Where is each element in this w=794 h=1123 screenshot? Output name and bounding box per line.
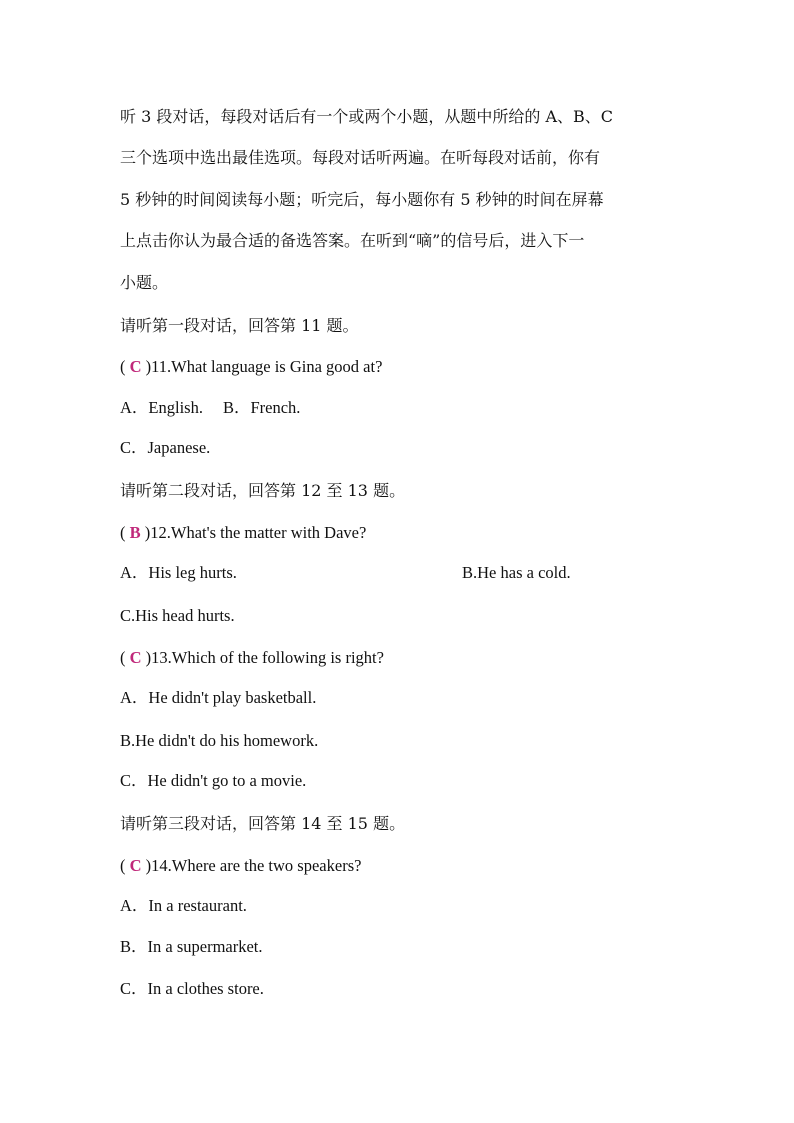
question-13-option-c: C．He didn't go to a movie. <box>120 771 307 790</box>
option-a: A．English. <box>120 398 203 417</box>
question-12-option-c: C.His head hurts. <box>120 606 235 625</box>
question-11-options-row-1 <box>120 397 300 419</box>
answer-mark: B <box>129 523 141 542</box>
section-1-prompt: 请听第一段对话，回答第 11 题。 <box>120 316 359 335</box>
question-14-option-a: A．In a restaurant. <box>120 896 247 915</box>
instructions-line-4: 上点击你认为最合适的备选答案。在听到“嘀”的信号后，进入下一 <box>120 231 585 250</box>
instructions-line-5: 小题。 <box>120 273 169 292</box>
question-12-options-row-1 <box>120 562 720 584</box>
question-12 <box>120 522 366 544</box>
option-b: B．French. <box>222 398 301 417</box>
question-text: )13.Which of the following is right? <box>145 648 384 667</box>
question-paren: ( <box>120 648 126 667</box>
question-text: )11.What language is Gina good at? <box>145 357 383 376</box>
answer-mark: C <box>129 648 142 667</box>
instructions-line-3: 5 秒钟的时间阅读每小题；听完后，每小题你有 5 秒钟的时间在屏幕 <box>120 190 604 209</box>
question-paren: ( <box>120 856 126 875</box>
answer-mark: C <box>129 856 142 875</box>
question-paren: ( <box>120 357 126 376</box>
question-text: )12.What's the matter with Dave? <box>144 523 367 542</box>
question-text: )14.Where are the two speakers? <box>145 856 362 875</box>
instructions-line-2: 三个选项中选出最佳选项。每段对话听两遍。在听每段对话前，你有 <box>120 148 601 167</box>
question-13-option-a: A．He didn't play basketball. <box>120 688 317 707</box>
question-paren: ( <box>120 523 126 542</box>
question-13-option-b: B.He didn't do his homework. <box>120 731 319 750</box>
question-11-option-c: C．Japanese. <box>120 438 211 457</box>
answer-mark: C <box>129 357 142 376</box>
option-a: A．His leg hurts. <box>120 563 237 582</box>
instructions-line-1: 听 3 段对话，每段对话后有一个或两个小题，从题中所给的 A、B、C <box>120 107 613 126</box>
section-2-prompt: 请听第二段对话，回答第 12 至 13 题。 <box>120 481 406 500</box>
question-13 <box>120 647 384 669</box>
question-14 <box>120 855 361 877</box>
section-3-prompt: 请听第三段对话，回答第 14 至 15 题。 <box>120 814 406 833</box>
option-b: B.He has a cold. <box>462 563 571 582</box>
question-11 <box>120 356 382 378</box>
question-14-option-c: C．In a clothes store. <box>120 979 264 998</box>
question-14-option-b: B．In a supermarket. <box>120 937 263 956</box>
